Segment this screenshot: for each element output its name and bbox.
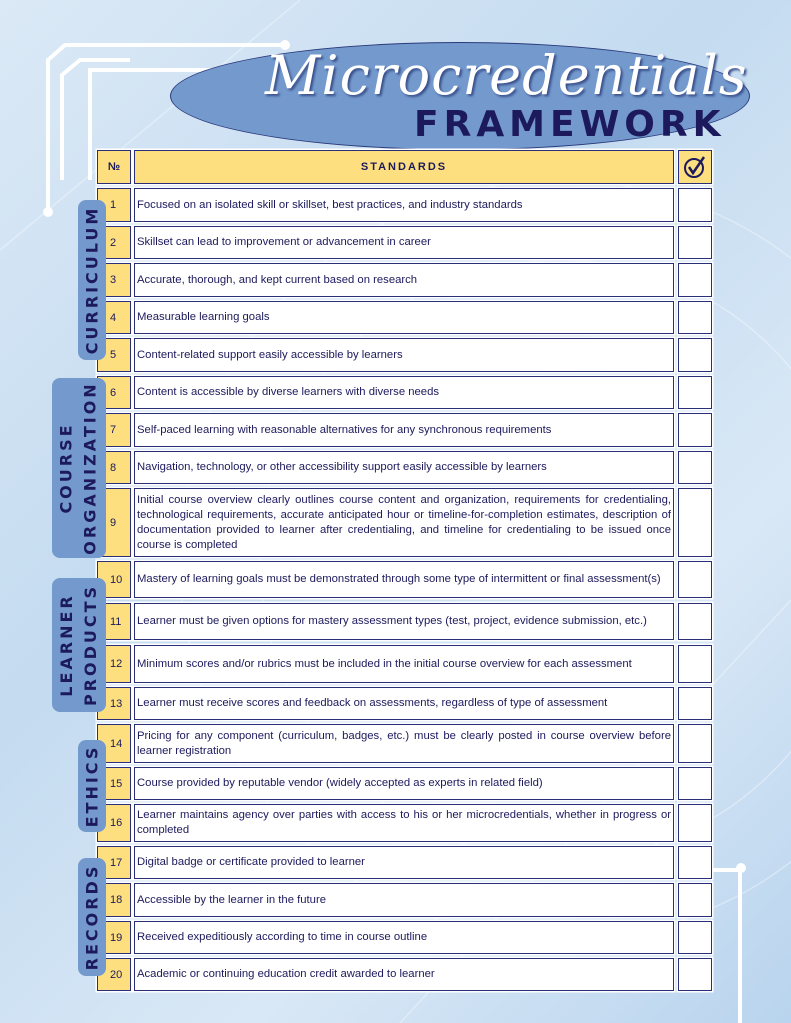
row-number: 20	[97, 958, 131, 991]
header-standards: STANDARDS	[134, 150, 674, 184]
checkbox-cell[interactable]	[678, 301, 712, 334]
standard-text: Learner must receive scores and feedback on assessments, regardless of type of assessment	[134, 687, 674, 720]
checkbox-cell[interactable]	[678, 767, 712, 800]
checkbox-cell[interactable]	[678, 488, 712, 557]
checkbox-cell[interactable]	[678, 883, 712, 917]
header-number: №	[97, 150, 131, 184]
category-label-text: RECORDS	[82, 863, 101, 971]
category-label-text: LEARNER PRODUCTS	[57, 583, 101, 707]
standard-text: Content-related support easily accessible by learners	[134, 338, 674, 372]
checkbox-cell[interactable]	[678, 338, 712, 372]
row-number: 7	[97, 413, 131, 447]
checkbox-cell[interactable]	[678, 645, 712, 683]
row-number: 8	[97, 451, 131, 484]
checkbox-cell[interactable]	[678, 921, 712, 954]
standard-text: Digital badge or certificate provided to learner	[134, 846, 674, 879]
category-label	[52, 578, 106, 712]
checkbox-cell[interactable]	[678, 263, 712, 297]
row-number: 17	[97, 846, 131, 879]
standard-text: Focused on an isolated skill or skillset, best practices, and industry standards	[134, 188, 674, 222]
standard-text: Self-paced learning with reasonable alternatives for any synchronous requirements	[134, 413, 674, 447]
checkbox-cell[interactable]	[678, 603, 712, 640]
header-check	[678, 150, 712, 184]
checkbox-cell[interactable]	[678, 804, 712, 842]
row-number: 12	[97, 645, 131, 683]
checkbox-cell[interactable]	[678, 226, 712, 259]
standard-text: Minimum scores and/or rubrics must be included in the initial course overview for each assessment	[134, 645, 674, 683]
checkbox-cell[interactable]	[678, 687, 712, 720]
standard-text: Navigation, technology, or other accessibility support easily accessible by learners	[134, 451, 674, 484]
standard-text: Accessible by the learner in the future	[134, 883, 674, 917]
row-number: 19	[97, 921, 131, 954]
title-main: FRAMEWORK	[414, 104, 726, 145]
standard-text: Learner must be given options for mastery assessment types (test, project, evidence submission, etc.)	[134, 603, 674, 640]
category-label	[78, 200, 106, 360]
checkbox-cell[interactable]	[678, 376, 712, 409]
category-label-text: COURSE ORGANIZATION	[57, 381, 101, 555]
row-number: 16	[97, 804, 131, 842]
standard-text: Pricing for any component (curriculum, badges, etc.) must be clearly posted in course overview before learner registration	[134, 724, 674, 763]
category-label	[78, 740, 106, 832]
row-number: 1	[97, 188, 131, 222]
checkbox-cell[interactable]	[678, 561, 712, 598]
checkbox-cell[interactable]	[678, 188, 712, 222]
standard-text: Skillset can lead to improvement or advancement in career	[134, 226, 674, 259]
check-circle-icon	[683, 155, 707, 179]
category-label-text: ETHICS	[82, 744, 101, 828]
checkbox-cell[interactable]	[678, 724, 712, 763]
standard-text: Initial course overview clearly outlines course content and organization, requirements for credentialing, technological requirements, accurate anticipated hour or timeline-for-completion estimates, description of documentation provided to learner after credentialing, and timeline for credentialing to be issued once course is completed	[134, 488, 674, 557]
row-number: 14	[97, 724, 131, 763]
checkbox-cell[interactable]	[678, 958, 712, 991]
standard-text: Learner maintains agency over parties with access to his or her microcredentials, whether in progress or completed	[134, 804, 674, 842]
checkbox-cell[interactable]	[678, 846, 712, 879]
checkbox-cell[interactable]	[678, 413, 712, 447]
standard-text: Received expeditiously according to time in course outline	[134, 921, 674, 954]
row-number: 5	[97, 338, 131, 372]
category-label	[78, 858, 106, 976]
row-number: 11	[97, 603, 131, 640]
row-number: 15	[97, 767, 131, 800]
standard-text: Accurate, thorough, and kept current based on research	[134, 263, 674, 297]
row-number: 4	[97, 301, 131, 334]
title-script: Microcredentials	[265, 44, 748, 107]
row-number: 2	[97, 226, 131, 259]
standard-text: Content is accessible by diverse learners with diverse needs	[134, 376, 674, 409]
checkbox-cell[interactable]	[678, 451, 712, 484]
row-number: 6	[97, 376, 131, 409]
row-number: 3	[97, 263, 131, 297]
standard-text: Course provided by reputable vendor (widely accepted as experts in related field)	[134, 767, 674, 800]
row-number: 13	[97, 687, 131, 720]
row-number: 9	[97, 488, 131, 557]
row-number: 18	[97, 883, 131, 917]
standard-text: Academic or continuing education credit awarded to learner	[134, 958, 674, 991]
standard-text: Measurable learning goals	[134, 301, 674, 334]
category-label	[52, 378, 106, 558]
row-number: 10	[97, 561, 131, 598]
standard-text: Mastery of learning goals must be demonstrated through some type of intermittent or final assessment(s)	[134, 561, 674, 598]
category-label-text: CURRICULUM	[82, 205, 102, 355]
